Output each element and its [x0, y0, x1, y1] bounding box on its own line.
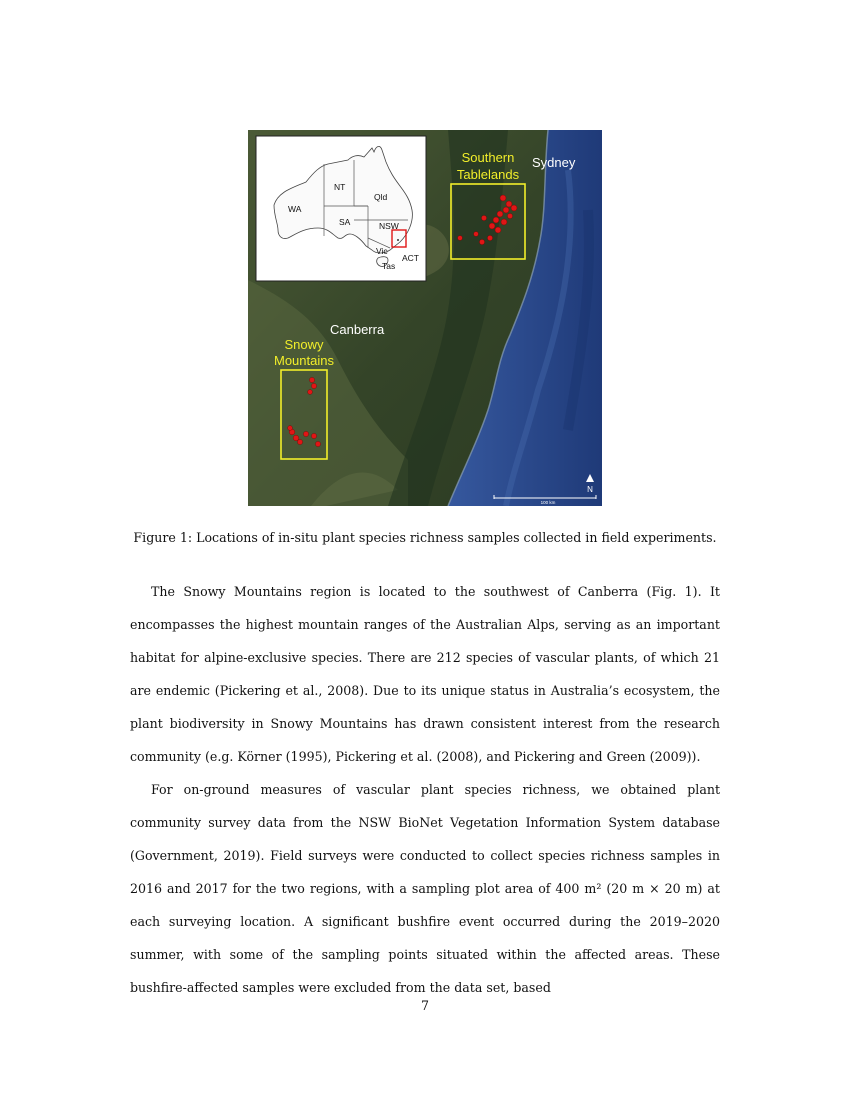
inset-label-wa: WA: [288, 204, 302, 214]
page-number: 7: [420, 998, 429, 1013]
location-map-figure: [248, 130, 602, 506]
label-canberra: Canberra: [330, 322, 385, 337]
inset-label-vic: Vic: [376, 246, 388, 256]
body-text: [130, 575, 720, 1004]
paragraph-snowy-mountains: The Snowy Mountains region is located to the southwest of Canberra (Fig. 1). It encompasses the highest mountain ranges of the Australian Alps, serving as an important habitat for alpine-exclusive species. There are 212 species of vascular plants, of which 21 are endemic (Pickering et al., 2008). Due to its unique status in Australia’s ecosystem, the plant biodiversity in Snowy Mountains has drawn consistent interest from the research community (e.g. Körner (1995), Pickering et al. (2008), and Pickering and Green (2009)).: [130, 584, 720, 764]
paragraph-survey-data: For on-ground measures of vascular plant species richness, we obtained plant community survey data from the NSW BioNet Vegetation Information System database (Government, 2019). Field surveys were conducted to collect species richness samples in 2016 and 2017 for the two regions, with a sampling plot area of 400 m² (20 m × 20 m) at each surveying location. A significant bushfire event occurred during the 2019–2020 summer, with some of the sampling points situated within the affected areas. These bushfire-affected samples were excluded from the data set, based: [130, 782, 720, 995]
north-label: N: [587, 485, 593, 494]
scale-label: 100 km: [540, 500, 556, 505]
label-southern-tablelands-2: Tablelands: [456, 167, 520, 182]
label-snowy-mountains-2: Mountains: [274, 353, 334, 368]
inset-label-tas: Tas: [382, 261, 396, 271]
inset-label-act: ACT: [402, 253, 419, 263]
inset-label-nsw: NSW: [379, 221, 399, 231]
inset-label-nt: NT: [334, 182, 346, 192]
label-sydney: Sydney: [532, 155, 576, 170]
label-snowy-mountains-1: Snowy: [284, 337, 324, 352]
inset-label-sa: SA: [339, 217, 351, 227]
australia-inset-map: [256, 136, 426, 281]
satellite-map: [248, 130, 602, 506]
figure-caption: Figure 1: Locations of in-situ plant species richness samples collected in field experiments.: [133, 530, 717, 545]
inset-label-qld: Qld: [374, 192, 388, 202]
label-southern-tablelands-1: Southern: [461, 150, 515, 165]
